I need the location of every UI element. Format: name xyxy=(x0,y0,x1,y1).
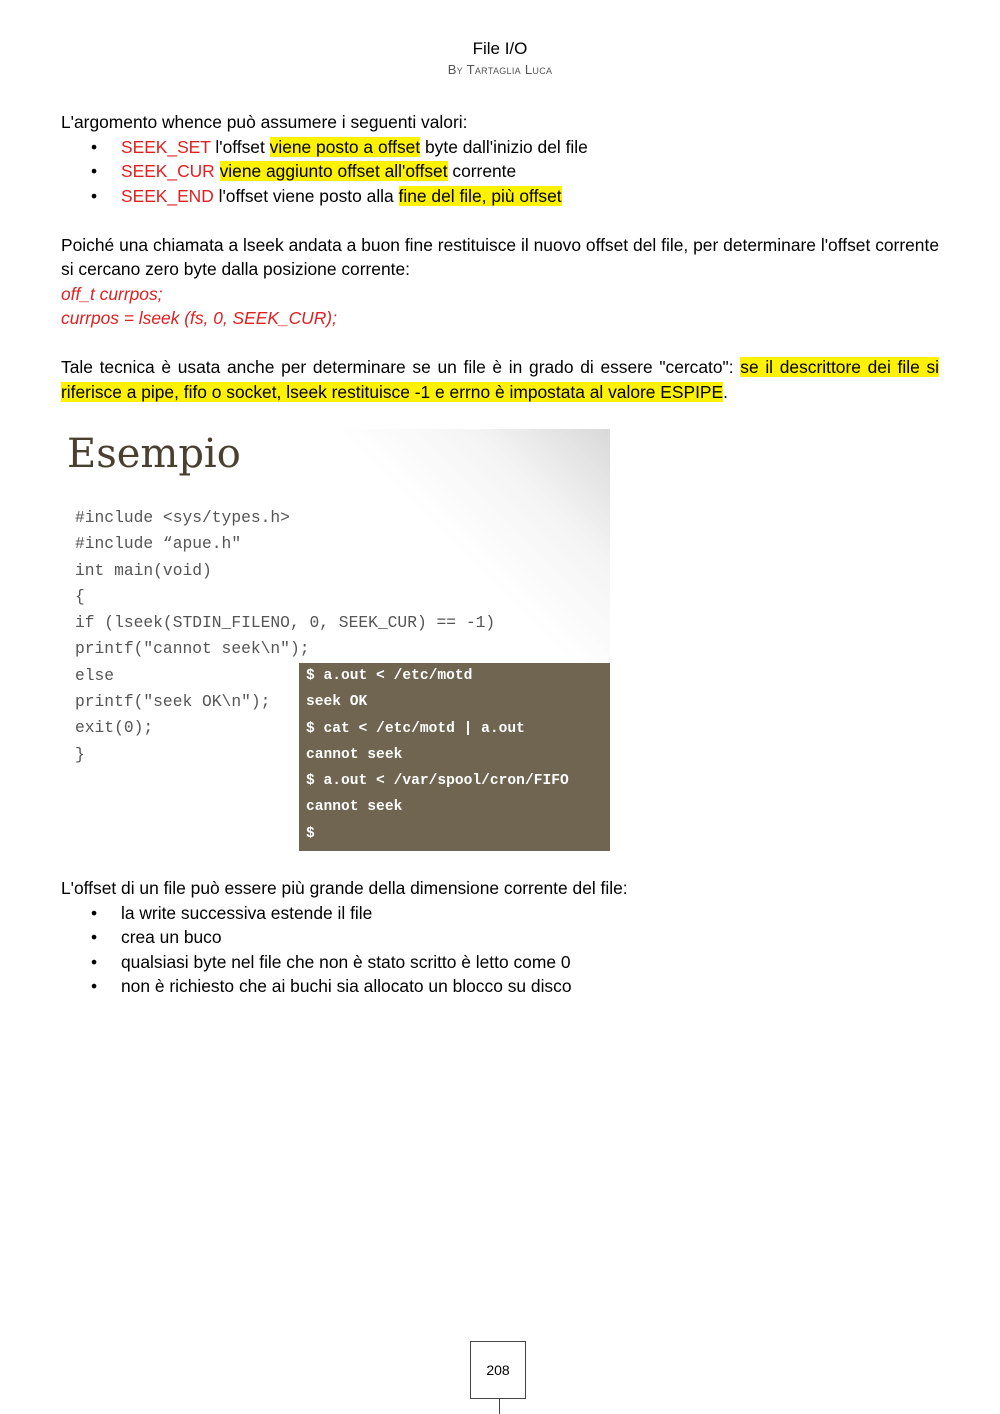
list-item: • non è richiesto che ai buchi sia allocato un blocco su disco xyxy=(121,974,939,999)
inline-code-line: currpos = lseek (fs, 0, SEEK_CUR); xyxy=(61,308,337,328)
code-line: printf("seek OK\n"); xyxy=(75,692,271,712)
terminal-output xyxy=(299,663,610,851)
code-line: { xyxy=(75,586,85,606)
seek-constant: SEEK_CUR xyxy=(121,161,215,181)
figure-title: Esempio xyxy=(67,431,241,477)
terminal-line: cannot seek xyxy=(306,746,403,763)
paragraph-seekable: Tale tecnica è usata anche per determinare se un file è in grado di essere "cercato": se il descrittore dei file si riferisce a pipe, fifo o socket, lseek restituisce -1 e errno è impostata al valore ESPIPE. xyxy=(61,357,940,402)
code-line: printf("cannot seek\n"); xyxy=(75,639,310,659)
offset-list xyxy=(61,901,939,999)
whence-intro: L'argomento whence può assumere i seguenti valori: xyxy=(61,112,468,132)
list-item: • SEEK_SET l'offset viene posto a offset byte dall'inizio del file xyxy=(121,135,939,160)
footer-divider xyxy=(499,1399,500,1414)
paragraph-offset: L'offset di un file può essere più grande della dimensione corrente del file: xyxy=(61,878,628,898)
list-item: • SEEK_END l'offset viene posto alla fine del file, più offset xyxy=(121,184,939,209)
code-line: #include “apue.h" xyxy=(75,534,242,554)
code-line: int main(void) xyxy=(75,560,212,580)
inline-code-line: off_t currpos; xyxy=(61,283,163,304)
code-line: if (lseek(STDIN_FILENO, 0, SEEK_CUR) == -1) xyxy=(75,613,496,633)
seek-constant: SEEK_END xyxy=(121,185,214,206)
page-content xyxy=(61,110,939,999)
whence-list xyxy=(61,135,939,209)
highlighted-text: se il descrittore dei file si riferisce a pipe, fifo o socket, lseek restituisce -1 e errno è impostata al valore ESPIPE xyxy=(61,357,940,402)
highlighted-text: viene aggiunto offset all'offset xyxy=(219,161,448,181)
terminal-line: $ a.out < /var/spool/cron/FIFO xyxy=(306,773,569,790)
code-line: exit(0); xyxy=(75,718,154,738)
document-title: File I/O xyxy=(472,39,528,58)
seek-constant: SEEK_SET xyxy=(121,136,211,157)
terminal-line: seek OK xyxy=(306,694,368,711)
list-item: • SEEK_CUR viene aggiunto offset all'offset corrente xyxy=(121,159,939,184)
code-line: #include <sys/types.h> xyxy=(75,508,290,527)
list-item: • crea un buco xyxy=(121,925,939,950)
highlighted-text: viene posto a offset xyxy=(269,136,421,157)
document-author: By Tartaglia Luca xyxy=(447,62,553,77)
page-header xyxy=(0,38,1000,80)
code-line: else xyxy=(75,665,115,685)
example-figure xyxy=(61,429,610,851)
terminal-line: $ cat < /etc/motd | a.out xyxy=(306,720,525,737)
list-item: • qualsiasi byte nel file che non è stato scritto è letto come 0 xyxy=(121,950,939,975)
terminal-line: $ a.out < /etc/motd xyxy=(306,668,473,684)
terminal-line: $ xyxy=(306,825,315,842)
code-line: } xyxy=(75,744,85,764)
list-item: • la write successiva estende il file xyxy=(121,901,939,926)
highlighted-text: fine del file, più offset xyxy=(398,185,562,206)
page-number: 208 xyxy=(470,1341,526,1399)
terminal-line: cannot seek xyxy=(306,799,403,816)
paragraph-lseek-return: Poiché una chiamata a lseek andata a buon fine restituisce il nuovo offset del file, per determinare l'offset corrente si cercano zero byte dalla posizione corrente: xyxy=(61,234,939,279)
